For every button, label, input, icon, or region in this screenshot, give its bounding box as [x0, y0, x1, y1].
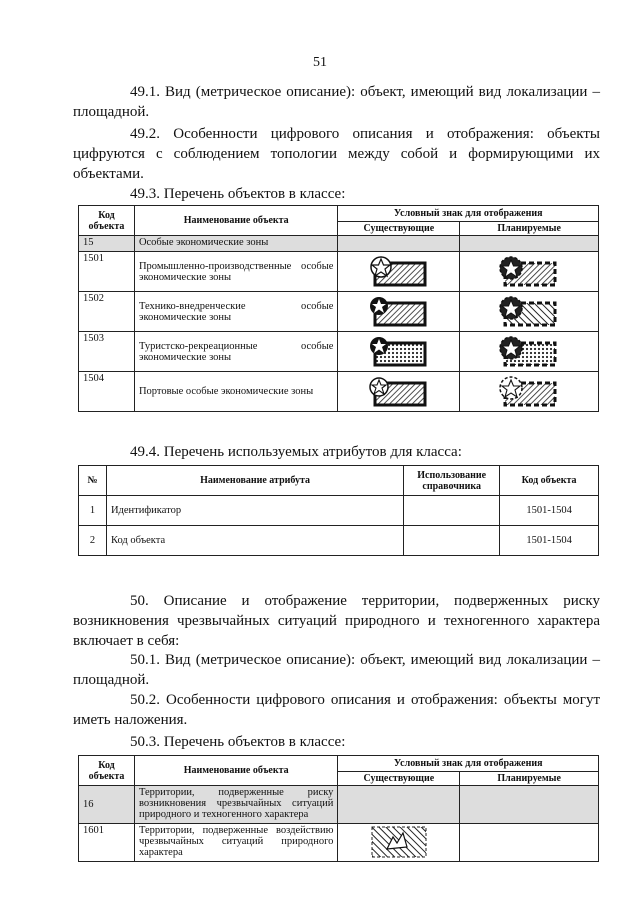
heading-49-3: 49.3. Перечень объектов в классе: — [130, 186, 346, 202]
paragraph-50-1: 50.1. Вид (метрическое описание): объект, имеющий вид локализации – площадной. — [73, 652, 600, 688]
col-code: Код объекта — [79, 756, 135, 786]
objects-table-2 — [78, 755, 599, 862]
row-name: Территории, подверженные воздействию чрезвычайных ситуаций природного характера — [134, 824, 337, 862]
zone-planned-symbol-icon — [497, 375, 561, 409]
paragraph-50-2: 50.2. Особенности цифрового описания и отображения: объекты могут иметь наложения. — [73, 692, 600, 728]
row-name: Территории, подверженные риску возникновения чрезвычайных ситуаций природного и техногенного характера — [134, 786, 337, 824]
emergency-zone-symbol-icon — [369, 825, 429, 859]
col-object-code: Код объекта — [500, 466, 599, 496]
zone-existing-symbol-icon — [367, 375, 431, 409]
row-code: 16 — [79, 786, 135, 824]
page-number: 51 — [313, 55, 327, 70]
row-object-code: 1501-1504 — [500, 526, 599, 556]
col-planned: Планируемые — [460, 772, 599, 786]
table-row — [79, 526, 599, 556]
table-row — [79, 332, 599, 372]
row-object-code: 1501-1504 — [500, 496, 599, 526]
row-name: Особые экономические зоны — [134, 236, 338, 252]
row-code: 1503 — [79, 332, 135, 372]
row-number: 1 — [79, 496, 107, 526]
row-attribute-name: Код объекта — [106, 526, 403, 556]
paragraph-49-1: 49.1. Вид (метрическое описание): объект, имеющий вид локализации – площадной. — [73, 84, 600, 120]
paragraph-49-2: 49.2. Особенности цифрового описания и отображения: объекты цифруются с соблюдением топологии между собой и формирующими их объектами. — [73, 126, 600, 182]
row-code: 1502 — [79, 292, 135, 332]
heading-49-4: 49.4. Перечень используемых атрибутов для класса: — [130, 444, 462, 460]
row-attribute-name: Идентификатор — [106, 496, 403, 526]
table-row — [79, 292, 599, 332]
table-row — [79, 824, 599, 862]
col-name: Наименование объекта — [134, 206, 338, 236]
row-name: Портовые особые экономические зоны — [134, 372, 338, 412]
col-existing: Существующие — [338, 222, 460, 236]
col-code: Код объекта — [79, 206, 135, 236]
objects-table-1 — [78, 205, 599, 412]
row-reference — [404, 496, 500, 526]
table-row — [79, 496, 599, 526]
heading-50-3: 50.3. Перечень объектов в классе: — [130, 734, 346, 750]
col-existing: Существующие — [338, 772, 460, 786]
row-code: 15 — [79, 236, 135, 252]
col-reference: Использование справочника — [404, 466, 500, 496]
col-sign: Условный знак для отображения — [338, 756, 599, 772]
col-planned: Планируемые — [460, 222, 599, 236]
table-row — [79, 236, 599, 252]
row-reference — [404, 526, 500, 556]
attributes-table — [78, 465, 599, 556]
row-code: 1501 — [79, 252, 135, 292]
zone-existing-symbol-icon — [367, 295, 431, 329]
row-name: Технико-внедренческие особые экономические зоны — [134, 292, 338, 332]
col-sign: Условный знак для отображения — [338, 206, 599, 222]
zone-planned-symbol-icon — [497, 255, 561, 289]
row-code: 1504 — [79, 372, 135, 412]
row-number: 2 — [79, 526, 107, 556]
zone-existing-symbol-icon — [367, 335, 431, 369]
table-row — [79, 786, 599, 824]
table-row — [79, 372, 599, 412]
zone-existing-symbol-icon — [367, 255, 431, 289]
row-name: Промышленно-производственные особые экономические зоны — [134, 252, 338, 292]
row-name: Туристско-рекреационные особые экономические зоны — [134, 332, 338, 372]
table-row — [79, 252, 599, 292]
col-number: № — [79, 466, 107, 496]
row-code: 1601 — [79, 824, 135, 862]
paragraph-50: 50. Описание и отображение территории, подверженных риску возникновения чрезвычайных ситуаций природного и техногенного характера включает в себя: — [73, 593, 600, 649]
col-attribute-name: Наименование атрибута — [106, 466, 403, 496]
zone-planned-symbol-icon — [497, 295, 561, 329]
col-name: Наименование объекта — [134, 756, 337, 786]
zone-planned-symbol-icon — [497, 335, 561, 369]
